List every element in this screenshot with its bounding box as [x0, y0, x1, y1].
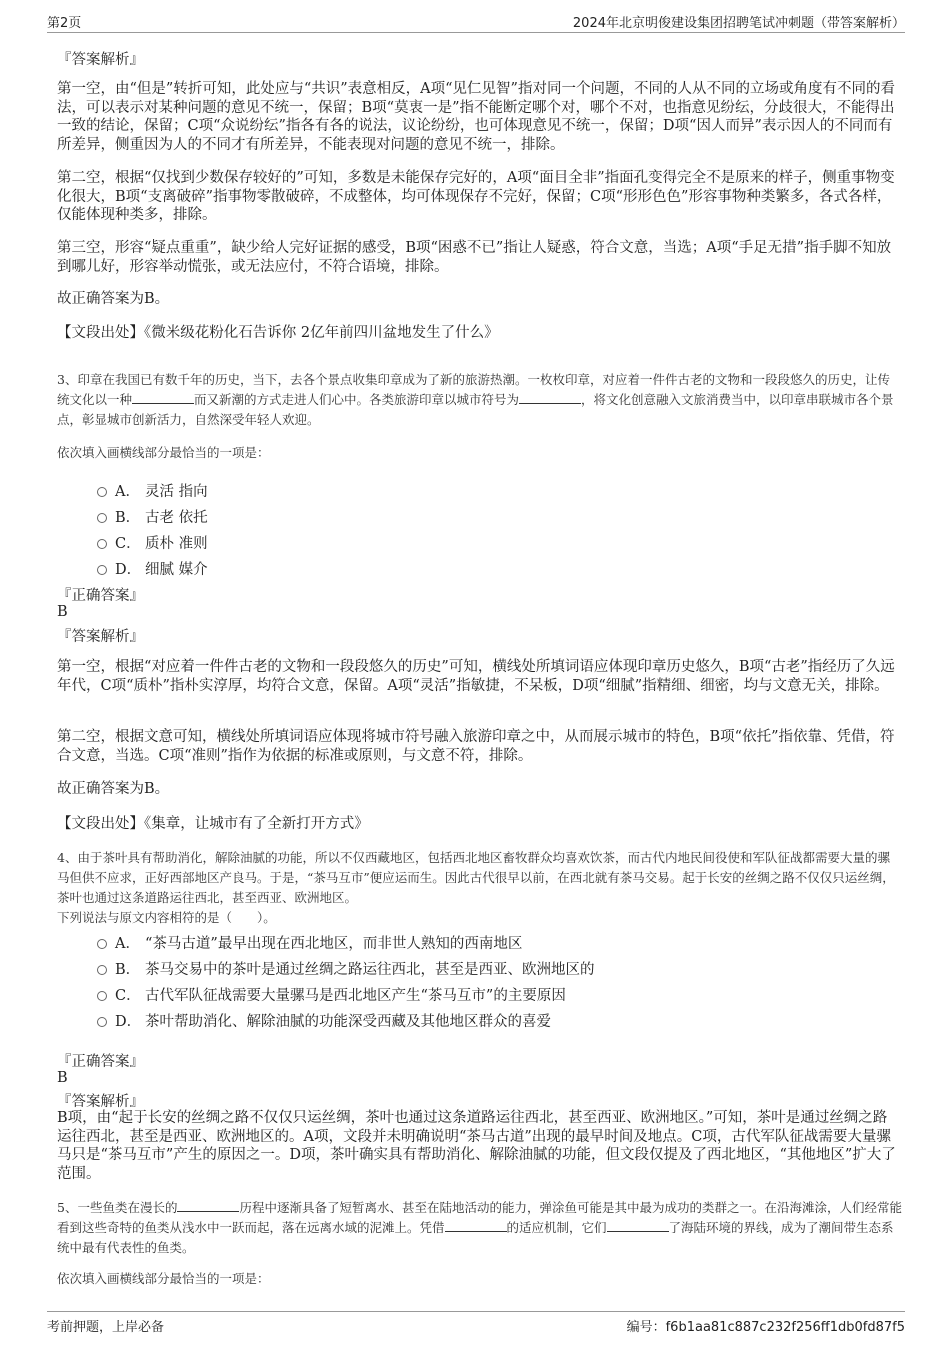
question-prompt: 下列说法与原文内容相符的是（ ）。	[57, 910, 276, 925]
conclusion: 故正确答案为B。	[57, 291, 170, 307]
answer-value: B	[57, 1070, 68, 1086]
fill-blank	[177, 1199, 239, 1212]
option-a[interactable]: A． 灵活 指向	[97, 480, 208, 501]
fill-blank	[132, 391, 194, 404]
question-prompt: 依次填入画横线部分最恰当的一项是：	[57, 1271, 270, 1286]
question-stem: 3、印章在我国已有数千年的历史，当下，去各个景点收集印章成为了新的旅游热潮。一枚枚印章，对应着一件件古老的文物和一段段悠久的历史，让传统文化以一种 而又新潮的方式走进人们心中。各类旅游印章以城市符号为 ，将文化创意融入文旅消费当中，以印章串联城市各个景点，彰显城市创新活力，自然深受年轻人欢迎。	[57, 372, 894, 427]
source-tag: 【文段出处】	[57, 816, 144, 832]
fill-blank	[607, 1219, 669, 1232]
option-b[interactable]: B． 古老 依托	[97, 506, 208, 527]
conclusion: 故正确答案为B。	[57, 781, 170, 797]
document-id: 编号：f6b1aa81c887c232f256ff1db0fd87f5	[626, 1320, 905, 1335]
answer-label: 『正确答案』	[57, 1054, 144, 1070]
page-number: 第2页	[47, 16, 82, 31]
source-line	[57, 324, 897, 343]
source-title: 《集章，让城市有了全新打开方式》	[144, 816, 369, 832]
question-prompt: 依次填入画横线部分最恰当的一项是：	[57, 445, 270, 460]
analysis-paragraph: B项，由“起于长安的丝绸之路不仅仅只运丝绸，茶叶也通过这条道路运往西北，甚至西亚、欧洲地区。”可知，茶叶是通过丝绸之路运往西北，甚至是西亚、欧洲地区的。A项，文段并未明确说明“茶马古道”出现的最早时间及地点。C项，古代军队征战需要大量骡马只是“茶马互市”产生的原因之一。D项，茶叶确实具有帮助消化、解除油腻的功能，但文段仅提及了西北地区，“其他地区”扩大了范围。	[57, 1110, 896, 1182]
option-b[interactable]: B． 茶马交易中的茶叶是通过丝绸之路运往西北，甚至是西亚、欧洲地区的	[97, 958, 595, 979]
question-stem: 5、一些鱼类在漫长的 历程中逐渐具备了短暂离水、甚至在陆地活动的能力，弹涂鱼可能是其中最为成功的类群之一。在沿海滩涂，人们经常能看到这些奇特的鱼类从浅水中一跃而起，落在远离水域的泥滩上。凭借 的适应机制，它们 了海陆环境的界线，成为了潮间带生态系统中最有代表性的鱼类。	[57, 1200, 902, 1255]
answer-value: B	[57, 604, 68, 620]
radio-icon[interactable]	[97, 991, 107, 1001]
page-footer	[47, 1311, 905, 1336]
radio-icon[interactable]	[97, 487, 107, 497]
radio-icon[interactable]	[97, 1017, 107, 1027]
analysis-paragraph: 第一空，根据“对应着一件件古老的文物和一段段悠久的历史”可知，横线处所填词语应体现印章历史悠久，B项“古老”指经历了久远年代，C项“质朴”指朴实淳厚，均符合文意，保留。A项“灵活”指敏捷，不呆板，D项“细腻”指精细、细密，均与文意无关，排除。	[57, 659, 895, 694]
fill-blank	[519, 391, 581, 404]
analysis-label: 『答案解析』	[57, 1094, 144, 1110]
question-stem: 4、由于茶叶具有帮助消化，解除油腻的功能，所以不仅西藏地区，包括西北地区畜牧群众均喜欢饮茶，而古代内地民间役使和军队征战都需要大量的骡马但供不应求，正好西部地区产良马。于是，“茶马互市”便应运而生。因此古代很早以前，在西北就有茶马交易。起于长安的丝绸之路不仅仅只运丝绸，茶叶也通过这条道路运往西北，甚至西亚、欧洲地区。	[57, 850, 895, 905]
option-d[interactable]: D． 茶叶帮助消化、解除油腻的功能深受西藏及其他地区群众的喜爱	[97, 1010, 551, 1031]
radio-icon[interactable]	[97, 565, 107, 575]
analysis-paragraph: 第三空，形容“疑点重重”，缺少给人完好证据的感受，B项“困惑不已”指让人疑惑，符合文意，当选；A项“手足无措”指手脚不知放到哪儿好，形容举动慌张，或无法应付，不符合语境，排除。	[57, 240, 892, 275]
radio-icon[interactable]	[97, 539, 107, 549]
source-line	[57, 815, 897, 834]
footer-slogan: 考前押题，上岸必备	[47, 1320, 165, 1335]
analysis-paragraph: 第一空，由“但是”转折可知，此处应与“共识”表意相反，A项“见仁见智”指对同一个问题，不同的人从不同的立场或角度有不同的看法，可以表示对某种问题的意见不统一，保留；B项“莫衷一是”指不能断定哪个对，哪个不对，也指意见纷纭，分歧很大，不能得出一致的结论，保留；C项“众说纷纭”指各有各的说法，议论纷纷，也可体现意见不统一，保留；D项“因人而异”表示因人的不同而有所差异，侧重因为人的不同才有所差异，不能表现对问题的意见不统一，排除。	[57, 81, 895, 153]
analysis-label: 『答案解析』	[57, 629, 144, 645]
option-c[interactable]: C． 质朴 准则	[97, 532, 208, 553]
option-d[interactable]: D． 细腻 媒介	[97, 558, 208, 579]
document-title: 2024年北京明俊建设集团招聘笔试冲刺题（带答案解析）	[572, 16, 905, 31]
radio-icon[interactable]	[97, 939, 107, 949]
source-tag: 【文段出处】	[57, 325, 144, 341]
analysis-paragraph: 第二空，根据文意可知，横线处所填词语应体现将城市符号融入旅游印章之中，从而展示城市的特色，B项“依托”指依靠、凭借，符合文意，当选。C项“准则”指作为依据的标准或原则，与文意不符，排除。	[57, 729, 895, 764]
analysis-paragraph: 第二空，根据“仅找到少数保存较好的”可知，多数是未能保存完好的，A项“面目全非”指面孔变得完全不是原来的样子，侧重事物变化很大，B项“支离破碎”指事物零散破碎，不成整体，均可体现保存不完好，保留；C项“形形色色”形容事物种类繁多，各式各样，仅能体现种类多，排除。	[57, 170, 895, 223]
analysis-label: 『答案解析』	[57, 52, 144, 68]
option-a[interactable]: A． “茶马古道”最早出现在西北地区，而非世人熟知的西南地区	[97, 932, 522, 953]
answer-label: 『正确答案』	[57, 588, 144, 604]
source-title: 《微米级花粉化石告诉你 2亿年前四川盆地发生了什么》	[144, 325, 499, 341]
radio-icon[interactable]	[97, 965, 107, 975]
option-c[interactable]: C． 古代军队征战需要大量骡马是西北地区产生“茶马互市”的主要原因	[97, 984, 566, 1005]
fill-blank	[445, 1219, 507, 1232]
radio-icon[interactable]	[97, 513, 107, 523]
page-header	[47, 10, 905, 33]
